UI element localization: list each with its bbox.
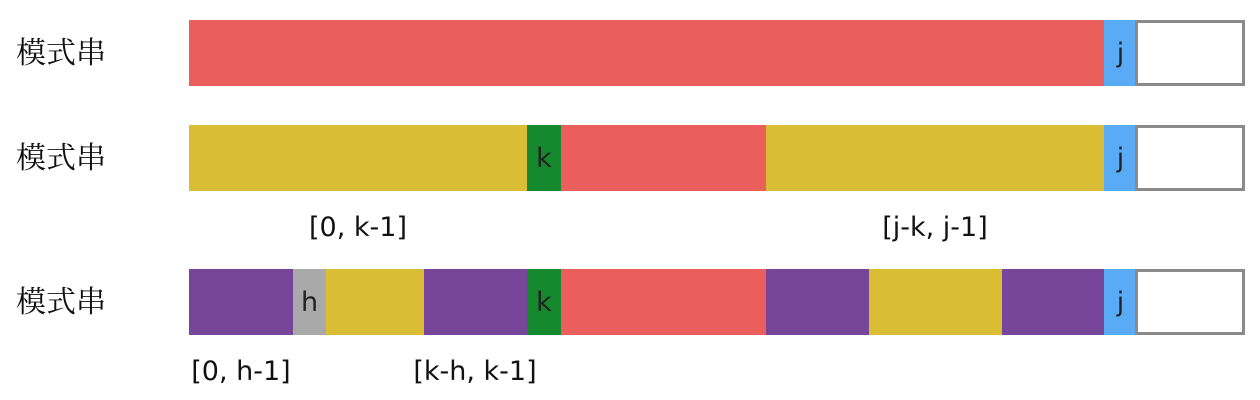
range-label-suffix-j: [j-k, j-1] (882, 212, 988, 243)
seg-purple-4 (1002, 269, 1104, 335)
row-3-label: 模式串 (16, 285, 106, 320)
seg-h-marker: h (293, 269, 326, 335)
seg-empty-tail (1135, 269, 1245, 335)
seg-j-marker: j (1104, 20, 1137, 86)
pattern-bar-3 (189, 269, 1245, 335)
pattern-bar-1 (189, 20, 1245, 86)
seg-red-prefix (189, 20, 1104, 86)
seg-yellow-1 (326, 269, 424, 335)
row-1-label: 模式串 (16, 36, 106, 71)
range-label-prefix-k: [0, k-1] (309, 212, 407, 243)
seg-j-marker: j (1104, 125, 1137, 191)
range-label-suffix-k: [k-h, k-1] (413, 356, 537, 387)
seg-red-middle (561, 269, 766, 335)
seg-j-marker: j (1104, 269, 1137, 335)
seg-k-marker: k (527, 269, 561, 335)
pattern-bar-2 (189, 125, 1245, 191)
seg-yellow-prefix (189, 125, 527, 191)
seg-purple-2 (424, 269, 527, 335)
row-2-label: 模式串 (16, 141, 106, 176)
seg-purple-3 (766, 269, 869, 335)
seg-empty-tail (1135, 125, 1245, 191)
seg-yellow-suffix (766, 125, 1104, 191)
range-label-prefix-h: [0, h-1] (191, 356, 291, 387)
seg-purple-1 (189, 269, 293, 335)
seg-yellow-2 (869, 269, 1002, 335)
seg-red-middle (561, 125, 766, 191)
seg-k-marker: k (527, 125, 561, 191)
seg-empty-tail (1135, 20, 1245, 86)
